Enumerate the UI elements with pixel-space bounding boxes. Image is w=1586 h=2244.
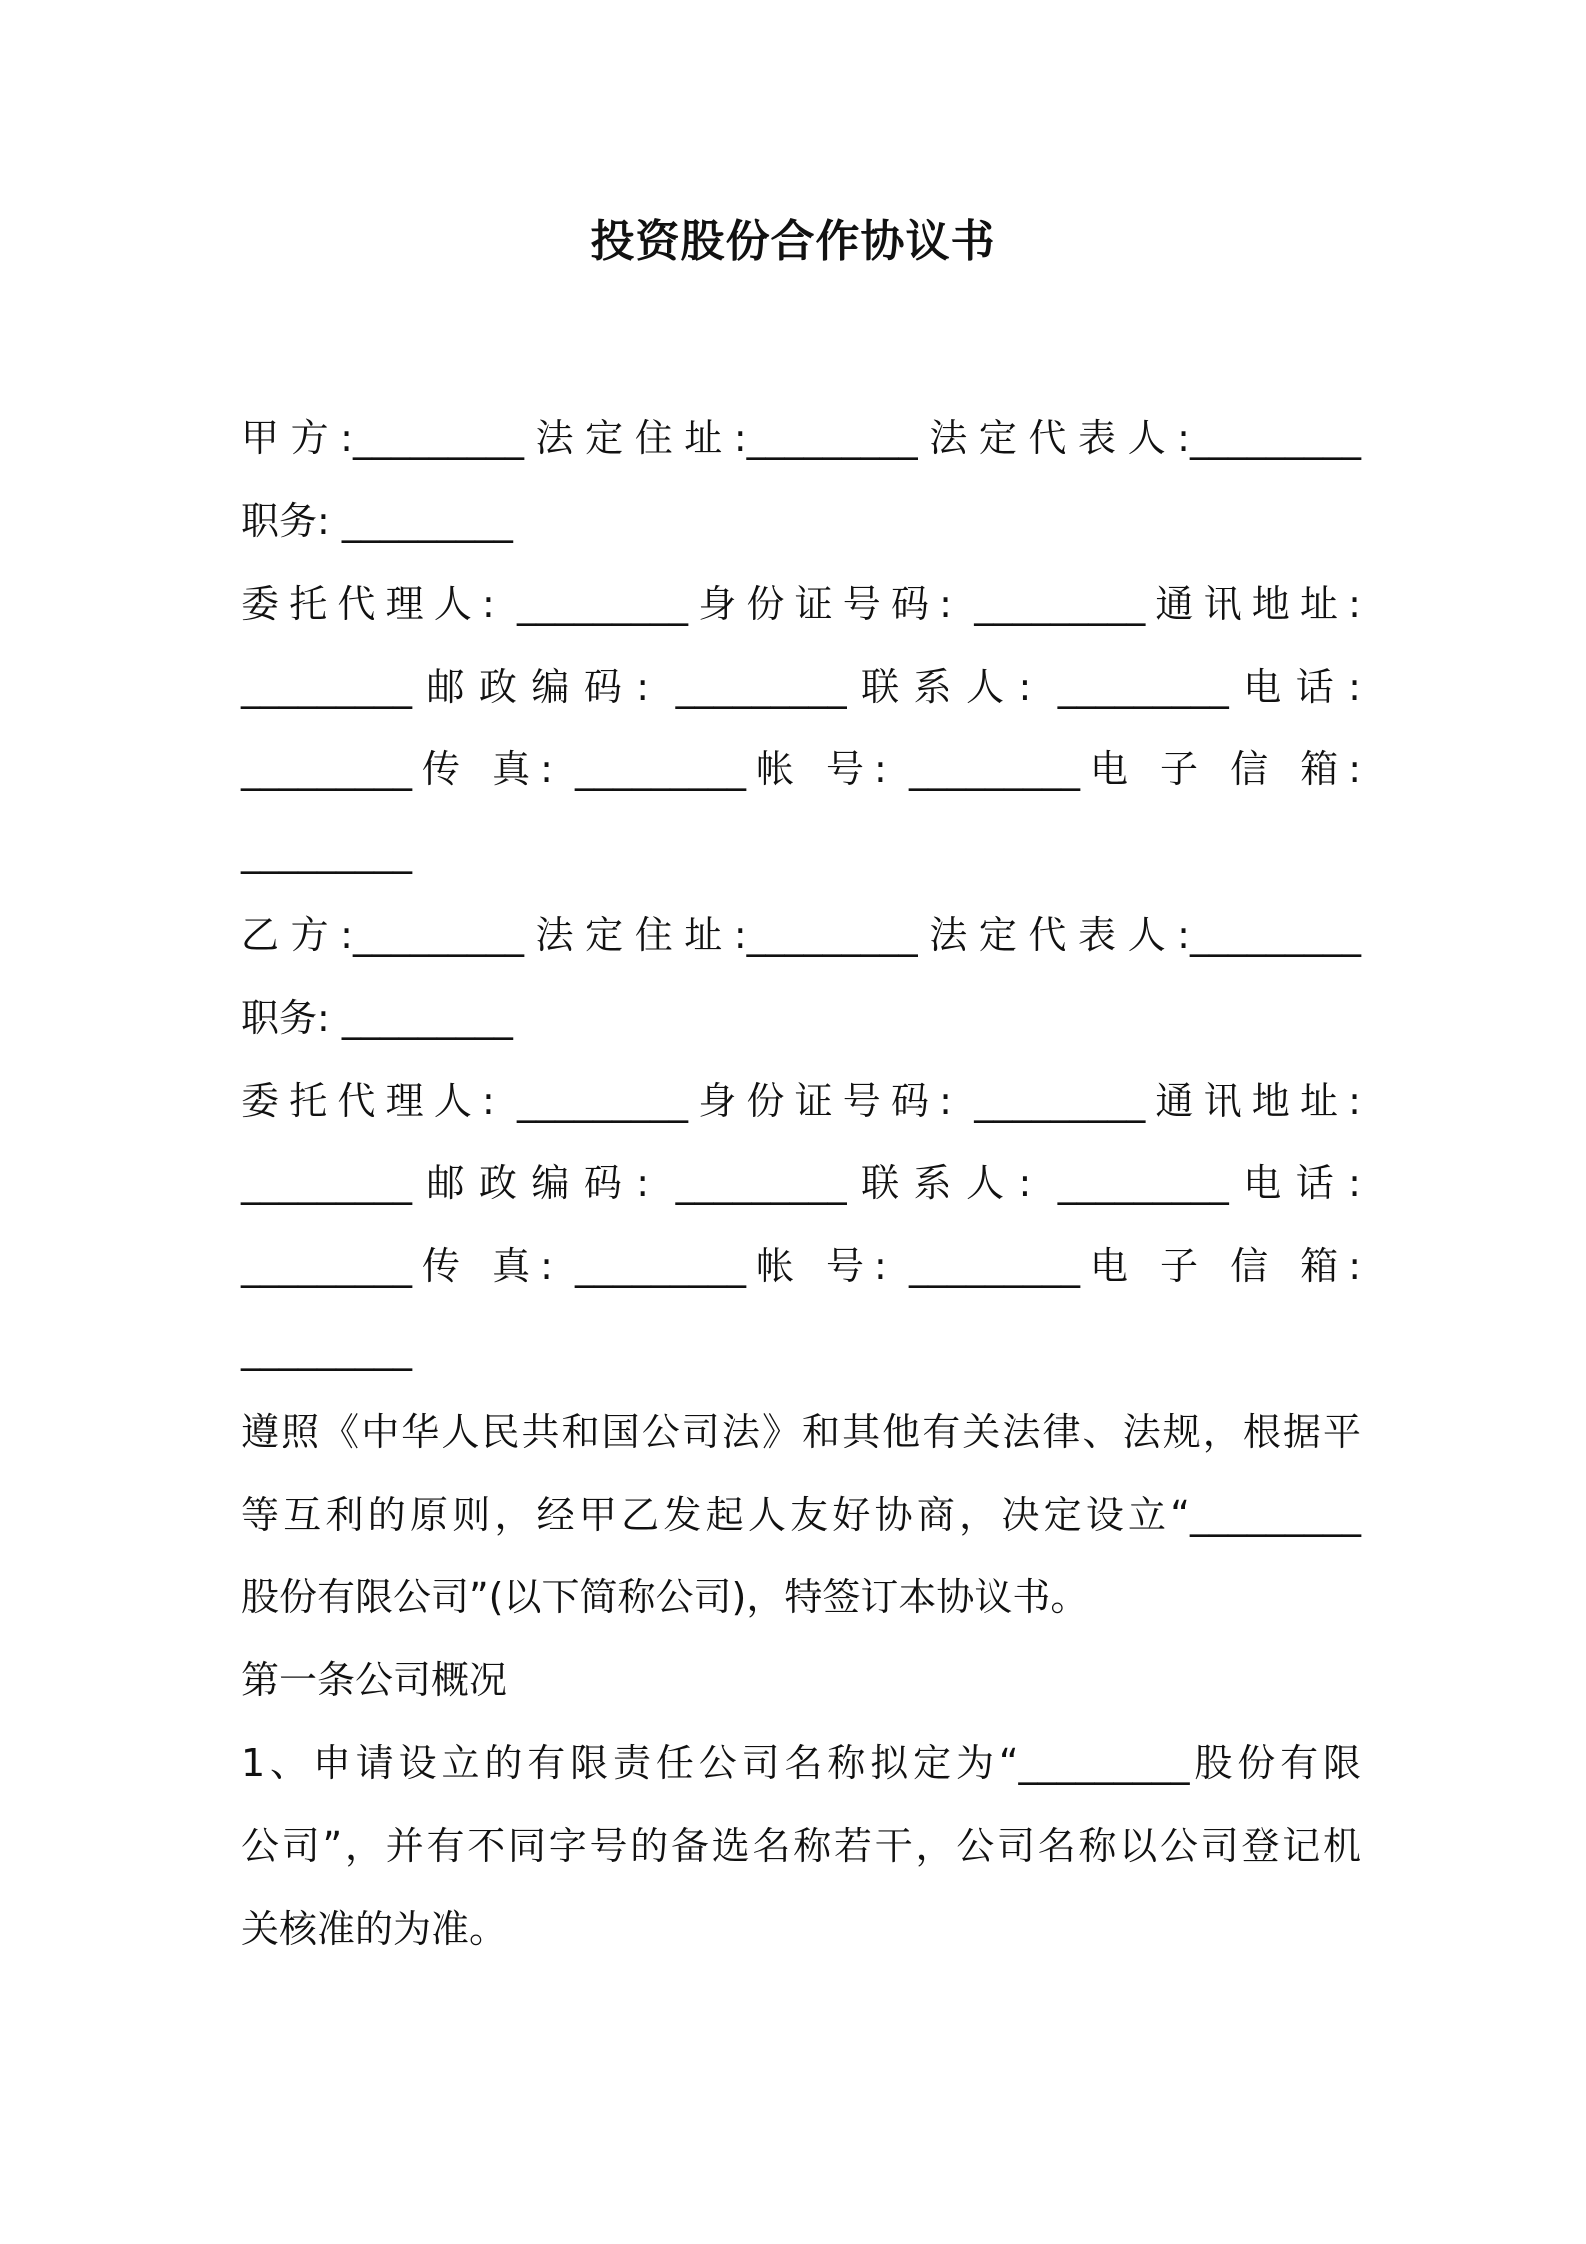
preamble-line-3: 股份有限公司”(以下简称公司)，特签订本协议书。 <box>241 1575 1089 1619</box>
article-one-clause-1-line-1: 1、申请设立的有限责任公司名称拟定为“_________股份有限 <box>241 1741 1361 1785</box>
party-b-fax-account-email-line: _________传 真: _________帐 号: _________电 子 信 箱: <box>241 1244 1361 1288</box>
party-b-position-line: 职务: _________ <box>241 996 513 1040</box>
party-b-agent-line: 委托代理人: _________身份证号码: _________通讯地址: <box>241 1079 1361 1123</box>
article-one-clause-1-line-2: 公司”，并有不同字号的备选名称若干，公司名称以公司登记机 <box>241 1824 1361 1868</box>
preamble-line-1: 遵照《中华人民共和国公司法》和其他有关法律、法规，根据平 <box>241 1410 1361 1454</box>
party-b-email-blank-line: _________ <box>241 1327 412 1371</box>
article-one-heading: 第一条公司概况 <box>241 1658 508 1702</box>
party-a-position-line: 职务: _________ <box>241 499 513 543</box>
party-a-legal-info-line: 甲方:_________法定住址:_________法定代表人:_________ <box>241 416 1361 460</box>
party-a-postal-contact-line: _________邮政编码: _________联系人: _________电话: <box>241 665 1361 709</box>
party-a-email-blank-line: _________ <box>241 830 412 874</box>
party-b-postal-contact-line: _________邮政编码: _________联系人: _________电话: <box>241 1161 1361 1205</box>
preamble-line-2: 等互利的原则，经甲乙发起人友好协商，决定设立“_________ <box>241 1493 1361 1537</box>
party-a-fax-account-email-line: _________传 真: _________帐 号: _________电 子 信 箱: <box>241 747 1361 791</box>
article-one-clause-1-line-3: 关核准的为准。 <box>241 1907 508 1951</box>
party-a-agent-line: 委托代理人: _________身份证号码: _________通讯地址: <box>241 582 1361 626</box>
document-title: 投资股份合作协议书 <box>590 216 996 267</box>
party-b-legal-info-line: 乙方:_________法定住址:_________法定代表人:_________ <box>241 913 1361 957</box>
